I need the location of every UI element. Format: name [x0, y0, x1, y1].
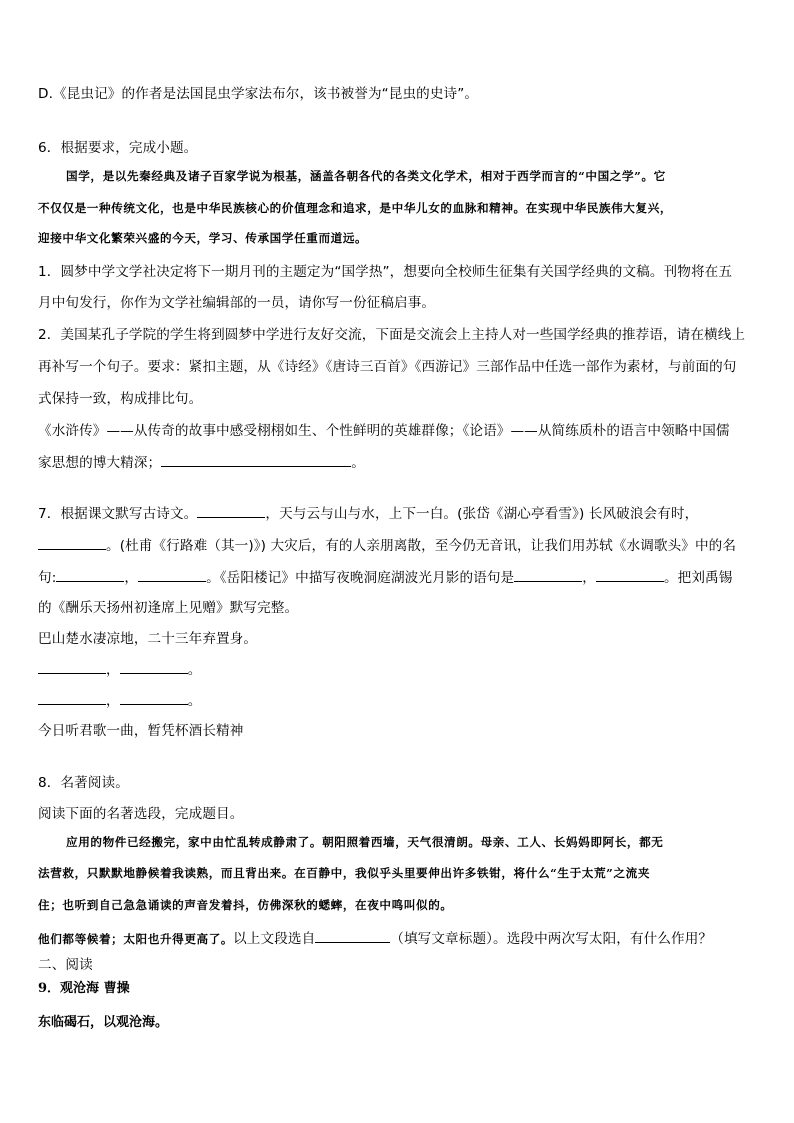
q6-item2-text: 家思想的博大精深；: [38, 455, 162, 471]
q8-question-line: [38, 927, 760, 947]
question-9-title: 9．观沧海 曹操: [38, 981, 130, 996]
q6-item2-line-3: 式保持一致，构成排比句。: [38, 391, 203, 407]
q6-passage-line-2: 不仅仅是一种传统文化，也是中华民族核心的价值理念和追求，是中华儿女的血脉和精神。在实现中华民族伟大复兴，: [38, 201, 673, 215]
q6-item2-line-2: 再补写一个句子。要求：紧扣主题，从《诗经》《唐诗三百首》《西游记》三部作品中任选一部作为素材，与前面的句: [38, 359, 737, 375]
q7-sep: ，: [106, 662, 120, 678]
q7-poem-line-3: [38, 689, 760, 709]
q7-poem-line-4: 今日听君歌一曲，暂凭杯酒长精神: [38, 723, 244, 739]
q8-passage-line-2: 法营救，只默默地静候着我读熟，而且背出来。在百静中，我似乎头里要伸出许多铁钳，将什么“生于太荒”之流夹: [38, 866, 651, 880]
q7-line-1: [38, 502, 760, 522]
question-8-title: 8．名著阅读。: [38, 775, 129, 791]
q6-item2-line-1: 2．美国某孔子学院的学生将到圆梦中学进行友好交流，下面是交流会上主持人对一些国学经典的推荐语，请在横线上: [38, 327, 746, 343]
q7-poem-line-2: [38, 658, 760, 678]
option-d-line: D.《昆虫记》的作者是法国昆虫学家法布尔，该书被誉为“昆虫的史诗”。: [38, 86, 479, 102]
q6-item2-line-4: 《水浒传》——从传奇的故事中感受栩栩如生、个性鲜明的英雄群像；《论语》——从简练质朴的语言中领略中国儒: [38, 423, 730, 439]
answer-blank[interactable]: [38, 690, 106, 705]
answer-blank[interactable]: [161, 452, 351, 467]
q7-line-3-start: 句:: [38, 570, 57, 586]
answer-blank[interactable]: [120, 690, 188, 705]
q6-passage-line-3: 迎接中华文化繁荣兴盛的今天，学习、传承国学任重而道远。: [38, 231, 368, 245]
q8-passage-end: 他们都等候着；太阳也升得更高了。: [38, 932, 234, 946]
q6-item1-line-2: 月中旬发行，你作为文学社编辑部的一员，请你写一份征稿启事。: [38, 295, 436, 311]
q7-line-4: 的《酬乐天扬州初逢席上见赠》默写完整。: [38, 600, 299, 616]
q8-question-text: 以上文段选自: [233, 931, 316, 947]
q6-item2-line-5: [38, 451, 760, 471]
q7-end: 。: [187, 693, 202, 709]
q7-line-3-end: 。把刘禹锡: [663, 570, 733, 586]
answer-blank[interactable]: [38, 535, 106, 550]
q7-line-3: [38, 566, 760, 586]
q8-intro: 阅读下面的名著选段，完成题目。: [38, 806, 244, 822]
answer-blank[interactable]: [56, 567, 124, 582]
q6-passage-line-1: 国学，是以先秦经典及诸子百家学说为根基，涵盖各朝各代的各类文化学术，相对于西学而言的“中国之学”。它: [66, 169, 666, 183]
q7-line-2-text: 。(杜甫《行路难（其一)》) 大灾后，有的人亲朋离散，至今仍无音讯，让我们用苏轼《水调歌头》中的名: [106, 538, 737, 554]
answer-blank[interactable]: [38, 659, 106, 674]
q8-passage-line-1: 应用的物件已经搬完，家中由忙乱转成静肃了。朝阳照着西墙，天气很清朗。母亲、工人、长妈妈即阿长，都无: [66, 835, 664, 849]
answer-blank[interactable]: [514, 567, 582, 582]
q7-line-1-text: ，天与云与山与水，上下一白。(张岱《湖心亭看雪》) 长风破浪会有时，: [265, 506, 699, 522]
q7-end: 。: [187, 662, 202, 678]
q7-sep: ，: [582, 570, 596, 586]
q7-sep: ，: [124, 570, 139, 586]
section-2-heading: 二、阅读: [38, 957, 93, 973]
q8-passage-line-3: 住；也听到自己急急诵读的声音发着抖，仿佛深秋的蟋蟀，在夜中鸣叫似的。: [38, 898, 453, 912]
q7-sep: ，: [106, 693, 120, 709]
q7-line-2: [38, 534, 760, 554]
answer-blank[interactable]: [138, 567, 206, 582]
q7-poem-line-1: 巴山楚水凄凉地，二十三年弃置身。: [38, 631, 258, 647]
q7-line-3-text: 。《岳阳楼记》中描写夜晚洞庭湖波光月影的语句是: [206, 570, 515, 586]
q9-poem-line-1: 东临碣石，以观沧海。: [38, 1015, 169, 1030]
q6-item1-line-1: 1．圆梦中学文学社决定将下一期月刊的主题定为“国学热”，想要向全校师生征集有关国学经典的文稿。刊物将在五: [38, 264, 733, 280]
q7-title: 7．根据课文默写古诗文。: [38, 506, 198, 522]
q6-item2-end: 。: [351, 455, 365, 471]
q8-question-text-end: （填写文章标题）。选段中两次写太阳，有什么作用？: [390, 931, 713, 947]
answer-blank[interactable]: [197, 503, 265, 518]
answer-blank[interactable]: [596, 567, 664, 582]
question-6-title: 6．根据要求，完成小题。: [38, 140, 198, 156]
answer-blank[interactable]: [120, 659, 188, 674]
answer-blank[interactable]: [315, 928, 390, 943]
